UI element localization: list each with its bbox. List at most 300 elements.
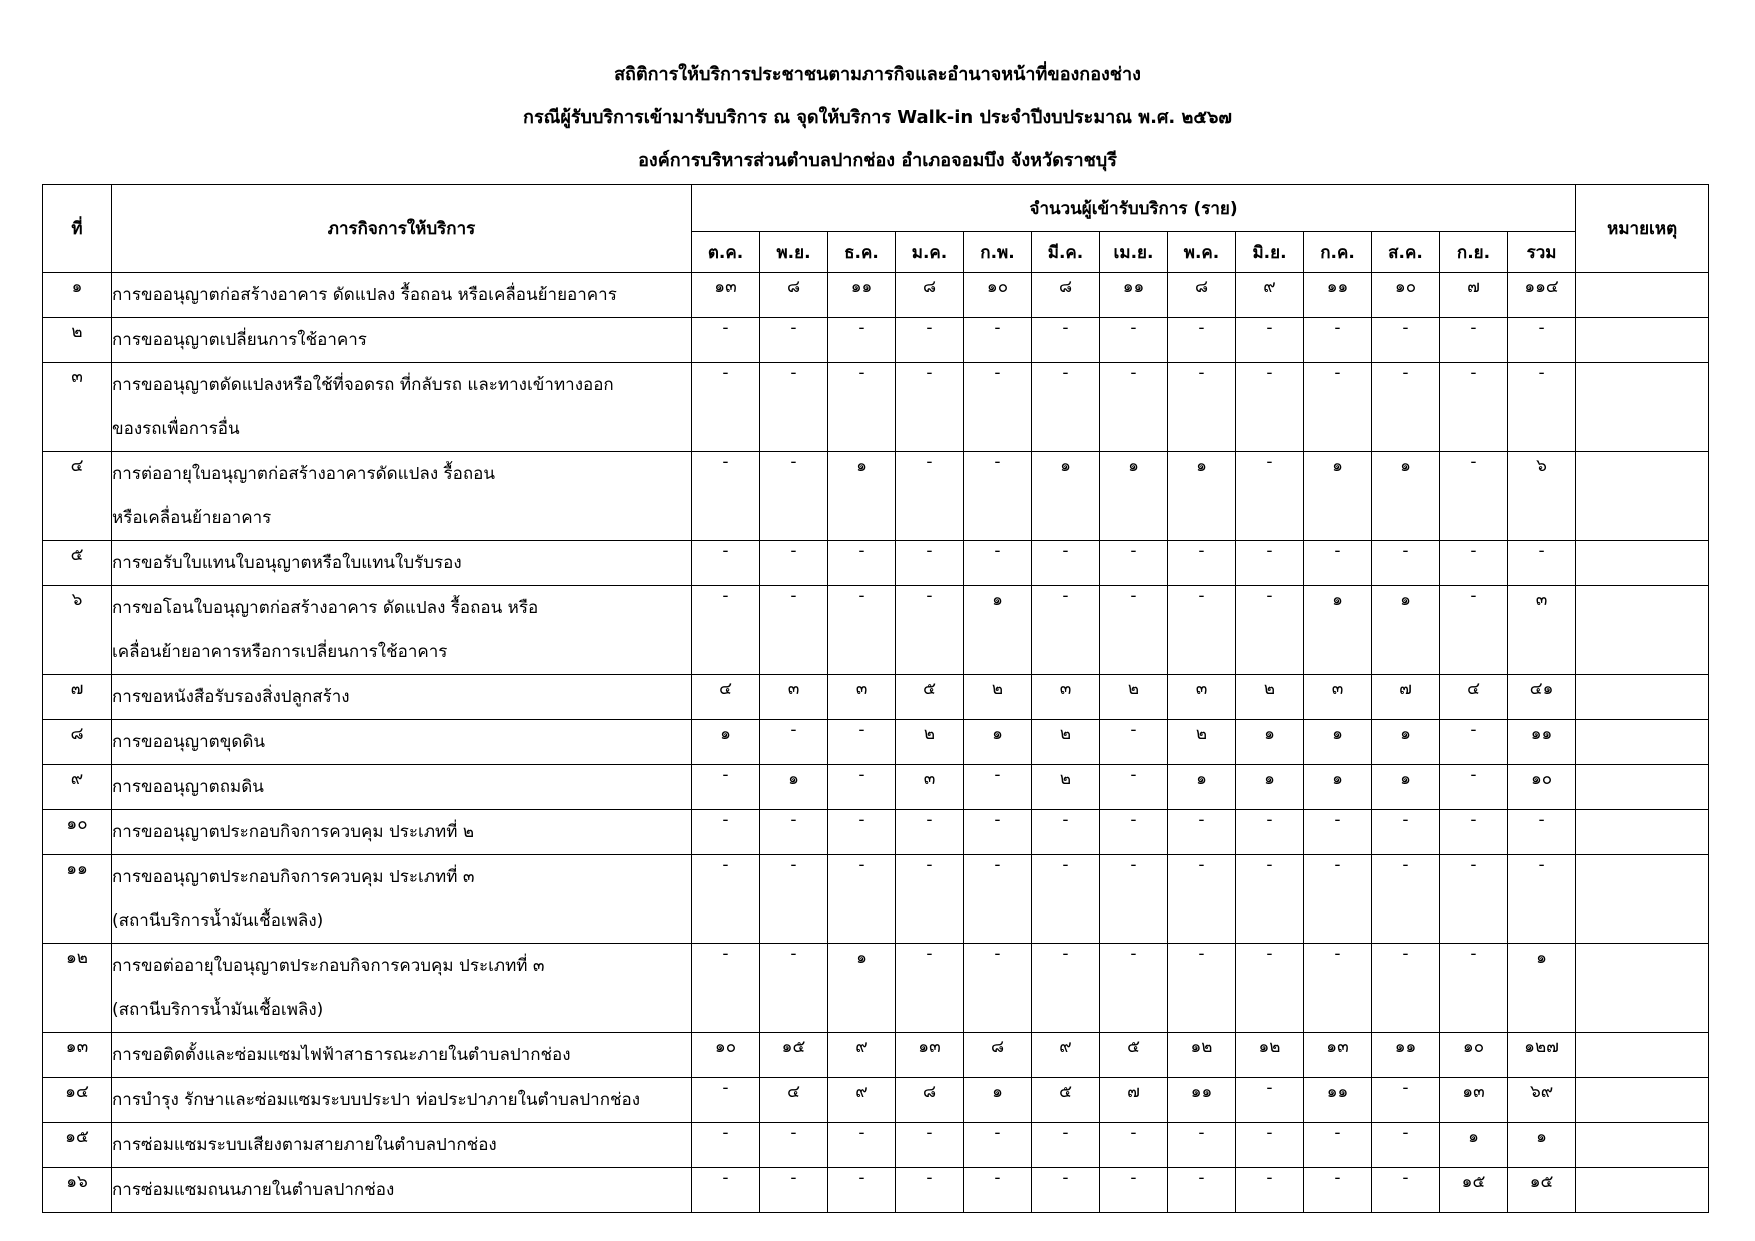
note-cell [1576,675,1709,720]
month-value-cell: ๓ [1168,675,1236,720]
month-value-cell: - [1236,318,1304,363]
header-month: พ.ย. [760,232,828,273]
header-no: ที่ [43,185,112,273]
mission-cell [112,855,692,944]
month-value-cell: - [1168,944,1236,1033]
month-value-cell: - [1304,318,1372,363]
header-note: หมายเหตุ [1576,185,1709,273]
row-number: ๑๖ [43,1168,112,1213]
total-cell: ๑๒๗ [1508,1033,1576,1078]
month-value-cell: - [1440,586,1508,675]
note-cell [1576,273,1709,318]
month-value-cell: - [1032,1123,1100,1168]
month-value-cell: - [896,1123,964,1168]
month-value-cell: - [1100,1123,1168,1168]
header-month: ส.ค. [1372,232,1440,273]
month-value-cell: - [692,765,760,810]
month-value-cell: ๑ [1168,452,1236,541]
month-value-cell: - [1440,363,1508,452]
table-row [43,810,1709,855]
note-cell [1576,1168,1709,1213]
month-value-cell: - [1372,318,1440,363]
month-value-cell: - [964,318,1032,363]
total-cell: ๖๙ [1508,1078,1576,1123]
note-cell [1576,363,1709,452]
month-value-cell: - [760,363,828,452]
month-value-cell: - [896,541,964,586]
table-row [43,363,1709,452]
month-value-cell: - [1168,363,1236,452]
mission-text-line: (สถานีบริการน้ำมันเชื้อเพลิง) [112,911,324,931]
header-month: เม.ย. [1100,232,1168,273]
header-month: ธ.ค. [828,232,896,273]
row-number: ๘ [43,720,112,765]
month-value-cell: - [1440,452,1508,541]
month-value-cell: - [692,541,760,586]
mission-text-line: การขออนุญาตดัดแปลงหรือใช้ที่จอดรถ ที่กลับรถ และทางเข้าทางออก [112,375,614,395]
row-number: ๓ [43,363,112,452]
mission-cell [112,452,692,541]
row-number: ๕ [43,541,112,586]
row-number: ๑๓ [43,1033,112,1078]
month-value-cell: ๑๓ [692,273,760,318]
month-value-cell: - [692,810,760,855]
month-value-cell: ๓ [1032,675,1100,720]
service-statistics-table [42,184,1709,1213]
table-row [43,765,1709,810]
table-row [43,541,1709,586]
total-cell: ๖ [1508,452,1576,541]
month-value-cell: ๑๓ [1304,1033,1372,1078]
header-month: มิ.ย. [1236,232,1304,273]
month-value-cell: - [1372,855,1440,944]
mission-text-line: การขออนุญาตประกอบกิจการควบคุม ประเภทที่ ๒ [112,822,475,842]
month-value-cell: - [760,810,828,855]
month-value-cell: ๑๐ [1440,1033,1508,1078]
month-value-cell: - [1304,363,1372,452]
table-row [43,1033,1709,1078]
month-value-cell: ๑๑ [828,273,896,318]
month-value-cell: ๑ [1304,720,1372,765]
note-cell [1576,318,1709,363]
month-value-cell: ๔ [760,1078,828,1123]
month-value-cell: - [1032,541,1100,586]
total-cell: - [1508,363,1576,452]
header-month: ก.พ. [964,232,1032,273]
month-value-cell: ๑ [964,1078,1032,1123]
month-value-cell: ๒ [1168,720,1236,765]
month-value-cell: ๑๑ [1372,1033,1440,1078]
month-value-cell: ๑ [1100,452,1168,541]
month-value-cell: - [1372,1168,1440,1213]
month-value-cell: ๑ [1168,765,1236,810]
total-cell: ๔๑ [1508,675,1576,720]
month-value-cell: - [828,1123,896,1168]
month-value-cell: - [1100,1168,1168,1213]
month-value-cell: - [1236,944,1304,1033]
month-value-cell: - [828,318,896,363]
month-value-cell: ๑ [1372,720,1440,765]
month-value-cell: - [1100,363,1168,452]
month-value-cell: ๑๕ [1440,1168,1508,1213]
month-value-cell: - [1168,810,1236,855]
mission-text-line: การขออนุญาตประกอบกิจการควบคุม ประเภทที่ ๓ [112,867,475,887]
month-value-cell: ๙ [828,1078,896,1123]
row-number: ๑๒ [43,944,112,1033]
header-month: รวม [1508,232,1576,273]
note-cell [1576,452,1709,541]
month-value-cell: ๕ [1032,1078,1100,1123]
month-value-cell: - [1168,318,1236,363]
month-value-cell: - [964,810,1032,855]
title-line-1: สถิติการให้บริการประชาชนตามภารกิจและอำนาจหน้าที่ของกองช่าง [614,64,1141,85]
header-month: พ.ค. [1168,232,1236,273]
month-value-cell: ๑ [1304,586,1372,675]
header-mission: ภารกิจการให้บริการ [112,185,692,273]
month-value-cell: - [1440,855,1508,944]
total-cell: - [1508,810,1576,855]
month-value-cell: ๒ [1236,675,1304,720]
total-cell: - [1508,318,1576,363]
month-value-cell: - [1440,541,1508,586]
month-value-cell: - [1100,541,1168,586]
month-value-cell: ๑ [1236,720,1304,765]
row-number: ๑๐ [43,810,112,855]
month-value-cell: - [692,1168,760,1213]
mission-text-line: หรือเคลื่อนย้ายอาคาร [112,508,272,528]
month-value-cell: - [1440,318,1508,363]
month-value-cell: - [964,1168,1032,1213]
mission-text-line: การขอติดตั้งและซ่อมแซมไฟฟ้าสาธารณะภายในตำบลปากช่อง [112,1045,571,1065]
note-cell [1576,586,1709,675]
mission-cell [112,944,692,1033]
mission-text-line: การซ่อมแซมถนนภายในตำบลปากช่อง [112,1180,395,1200]
month-value-cell: - [760,452,828,541]
month-value-cell: - [1032,1168,1100,1213]
month-value-cell: - [1032,810,1100,855]
month-value-cell: ๗ [1372,675,1440,720]
month-value-cell: ๑ [1440,1123,1508,1168]
mission-text-line: การซ่อมแซมระบบเสียงตามสายภายในตำบลปากช่อง [112,1135,497,1155]
month-value-cell: - [1304,855,1372,944]
month-value-cell: - [1236,541,1304,586]
month-value-cell: ๓ [896,765,964,810]
month-value-cell: - [1304,541,1372,586]
month-value-cell: ๒ [896,720,964,765]
mission-text-line: (สถานีบริการน้ำมันเชื้อเพลิง) [112,1000,324,1020]
month-value-cell: ๑ [1372,452,1440,541]
header-count-group: จำนวนผู้เข้ารับบริการ (ราย) [692,185,1576,232]
total-cell: ๑๑๔ [1508,273,1576,318]
month-value-cell: - [896,586,964,675]
month-value-cell: ๑ [1304,452,1372,541]
mission-cell [112,765,692,810]
mission-cell [112,810,692,855]
header-month: ก.ย. [1440,232,1508,273]
month-value-cell: - [1168,586,1236,675]
month-value-cell: - [828,720,896,765]
month-value-cell: - [1236,1078,1304,1123]
month-value-cell: - [692,452,760,541]
table-row [43,1078,1709,1123]
month-value-cell: ๘ [896,273,964,318]
mission-cell [112,318,692,363]
month-value-cell: - [1236,1168,1304,1213]
month-value-cell: - [1236,452,1304,541]
row-number: ๑ [43,273,112,318]
month-value-cell: - [896,1168,964,1213]
month-value-cell: - [1032,586,1100,675]
table-row [43,675,1709,720]
mission-cell [112,541,692,586]
month-value-cell: - [828,855,896,944]
month-value-cell: - [1372,1123,1440,1168]
mission-text-line: การขออนุญาตก่อสร้างอาคาร ดัดแปลง รื้อถอน หรือเคลื่อนย้ายอาคาร [112,285,617,305]
mission-text-line: การขอต่ออายุใบอนุญาตประกอบกิจการควบคุม ประเภทที่ ๓ [112,956,545,976]
title-line-2: กรณีผู้รับบริการเข้ามารับบริการ ณ จุดให้บริการ Walk-in ประจำปีงบประมาณ พ.ศ. ๒๕๖๗ [523,107,1232,128]
mission-text-line: การขออนุญาตขุดดิน [112,732,266,752]
month-value-cell: ๒ [1032,720,1100,765]
table-row [43,586,1709,675]
month-value-cell: - [1100,586,1168,675]
month-value-cell: ๑ [964,586,1032,675]
month-value-cell: - [1236,586,1304,675]
mission-cell [112,273,692,318]
note-cell [1576,1078,1709,1123]
month-value-cell: ๙ [1236,273,1304,318]
month-value-cell: - [1304,810,1372,855]
month-value-cell: - [1100,720,1168,765]
row-number: ๙ [43,765,112,810]
month-value-cell: ๓ [1304,675,1372,720]
note-cell [1576,855,1709,944]
mission-text-line: ของรถเพื่อการอื่น [112,419,240,439]
table-row [43,273,1709,318]
note-cell [1576,720,1709,765]
month-value-cell: - [1032,363,1100,452]
total-cell: ๑๕ [1508,1168,1576,1213]
row-number: ๗ [43,675,112,720]
month-value-cell: - [760,586,828,675]
month-value-cell: - [1236,1123,1304,1168]
month-value-cell: ๔ [692,675,760,720]
month-value-cell: - [896,452,964,541]
month-value-cell: - [964,855,1032,944]
month-value-cell: ๓ [760,675,828,720]
month-value-cell: - [896,363,964,452]
month-value-cell: - [1100,855,1168,944]
note-cell [1576,765,1709,810]
month-value-cell: - [964,944,1032,1033]
month-value-cell: - [1372,541,1440,586]
month-value-cell: - [1032,944,1100,1033]
month-value-cell: - [1372,944,1440,1033]
month-value-cell: ๒ [1100,675,1168,720]
month-value-cell: - [828,541,896,586]
mission-text-line: การขอรับใบแทนใบอนุญาตหรือใบแทนใบรับรอง [112,553,462,573]
month-value-cell: - [964,363,1032,452]
row-number: ๑๔ [43,1078,112,1123]
month-value-cell: - [760,944,828,1033]
month-value-cell: ๑๐ [1372,273,1440,318]
month-value-cell: - [1372,1078,1440,1123]
month-value-cell: - [896,318,964,363]
table-row [43,720,1709,765]
month-value-cell: ๗ [1440,273,1508,318]
month-value-cell: - [760,720,828,765]
month-value-cell: - [1168,1168,1236,1213]
month-value-cell: ๘ [896,1078,964,1123]
month-value-cell: - [692,855,760,944]
month-value-cell: - [1100,944,1168,1033]
mission-text-line: การขอโอนใบอนุญาตก่อสร้างอาคาร ดัดแปลง รื้อถอน หรือ [112,598,539,618]
month-value-cell: ๘ [1168,273,1236,318]
month-value-cell: ๑๓ [1440,1078,1508,1123]
month-value-cell: - [1372,363,1440,452]
month-value-cell: ๑๑ [1168,1078,1236,1123]
month-value-cell: ๑ [1304,765,1372,810]
mission-text-line: การขออนุญาตเปลี่ยนการใช้อาคาร [112,330,367,350]
month-value-cell: - [1236,810,1304,855]
table-row [43,318,1709,363]
mission-cell [112,720,692,765]
month-value-cell: - [1168,1123,1236,1168]
month-value-cell: - [1100,318,1168,363]
month-value-cell: ๙ [828,1033,896,1078]
month-value-cell: - [964,765,1032,810]
table-body [43,273,1709,1213]
note-cell [1576,541,1709,586]
month-value-cell: ๑ [760,765,828,810]
month-value-cell: ๙ [1032,1033,1100,1078]
month-value-cell: - [692,944,760,1033]
mission-cell [112,586,692,675]
month-value-cell: - [760,318,828,363]
month-value-cell: - [1168,855,1236,944]
mission-cell [112,1078,692,1123]
month-value-cell: ๑ [1372,765,1440,810]
total-cell: ๓ [1508,586,1576,675]
month-value-cell: ๑๓ [896,1033,964,1078]
month-value-cell: ๗ [1100,1078,1168,1123]
month-value-cell: - [1440,720,1508,765]
note-cell [1576,1033,1709,1078]
row-number: ๑๑ [43,855,112,944]
month-value-cell: - [1100,765,1168,810]
month-value-cell: - [828,765,896,810]
month-value-cell: ๑ [828,452,896,541]
month-value-cell: - [1440,810,1508,855]
month-value-cell: ๑๕ [760,1033,828,1078]
month-value-cell: - [964,1123,1032,1168]
note-cell [1576,944,1709,1033]
total-cell: ๑๐ [1508,765,1576,810]
month-value-cell: - [1304,1123,1372,1168]
month-value-cell: ๑ [1236,765,1304,810]
month-value-cell: - [1100,810,1168,855]
header-month: ต.ค. [692,232,760,273]
month-value-cell: - [760,541,828,586]
month-value-cell: ๑๑ [1100,273,1168,318]
month-value-cell: - [760,855,828,944]
month-value-cell: - [828,586,896,675]
month-value-cell: - [1032,318,1100,363]
total-cell: - [1508,855,1576,944]
month-value-cell: - [1304,944,1372,1033]
note-cell [1576,810,1709,855]
month-value-cell: - [828,363,896,452]
total-cell: - [1508,541,1576,586]
mission-text-line: เคลื่อนย้ายอาคารหรือการเปลี่ยนการใช้อาคาร [112,642,448,662]
month-value-cell: ๓ [828,675,896,720]
month-value-cell: ๒ [1032,765,1100,810]
mission-cell [112,675,692,720]
month-value-cell: ๑ [964,720,1032,765]
month-value-cell: - [1236,363,1304,452]
total-cell: ๑๑ [1508,720,1576,765]
month-value-cell: - [1372,810,1440,855]
month-value-cell: - [692,1078,760,1123]
mission-cell [112,1033,692,1078]
mission-cell [112,363,692,452]
table-row [43,944,1709,1033]
table-row [43,855,1709,944]
month-value-cell: ๑ [828,944,896,1033]
month-value-cell: ๑๒ [1236,1033,1304,1078]
month-value-cell: - [692,318,760,363]
month-value-cell: ๕ [896,675,964,720]
month-value-cell: - [692,586,760,675]
month-value-cell: - [1304,1168,1372,1213]
month-value-cell: - [964,541,1032,586]
month-value-cell: - [828,1168,896,1213]
month-value-cell: ๑ [1372,586,1440,675]
month-value-cell: ๕ [1100,1033,1168,1078]
row-number: ๑๕ [43,1123,112,1168]
month-value-cell: ๑๑ [1304,273,1372,318]
month-value-cell: ๒ [964,675,1032,720]
month-value-cell: - [1236,855,1304,944]
table-row [43,1123,1709,1168]
table-header [43,185,1709,273]
note-cell [1576,1123,1709,1168]
mission-text-line: การต่ออายุใบอนุญาตก่อสร้างอาคารดัดแปลง รื้อถอน [112,464,496,484]
month-value-cell: ๘ [964,1033,1032,1078]
row-number: ๖ [43,586,112,675]
month-value-cell: - [896,944,964,1033]
month-value-cell: ๑ [692,720,760,765]
month-value-cell: - [1440,765,1508,810]
mission-cell [112,1123,692,1168]
month-value-cell: ๘ [1032,273,1100,318]
month-value-cell: ๑ [1032,452,1100,541]
row-number: ๒ [43,318,112,363]
document-titles [0,60,1755,189]
month-value-cell: - [1032,855,1100,944]
month-value-cell: - [1440,944,1508,1033]
month-value-cell: ๑๑ [1304,1078,1372,1123]
row-number: ๔ [43,452,112,541]
month-value-cell: - [692,363,760,452]
month-value-cell: - [896,855,964,944]
mission-text-line: การขอหนังสือรับรองสิ่งปลูกสร้าง [112,687,350,707]
month-value-cell: - [760,1123,828,1168]
total-cell: ๑ [1508,944,1576,1033]
mission-text-line: การขออนุญาตถมดิน [112,777,264,797]
month-value-cell: - [896,810,964,855]
mission-cell [112,1168,692,1213]
header-month: ก.ค. [1304,232,1372,273]
